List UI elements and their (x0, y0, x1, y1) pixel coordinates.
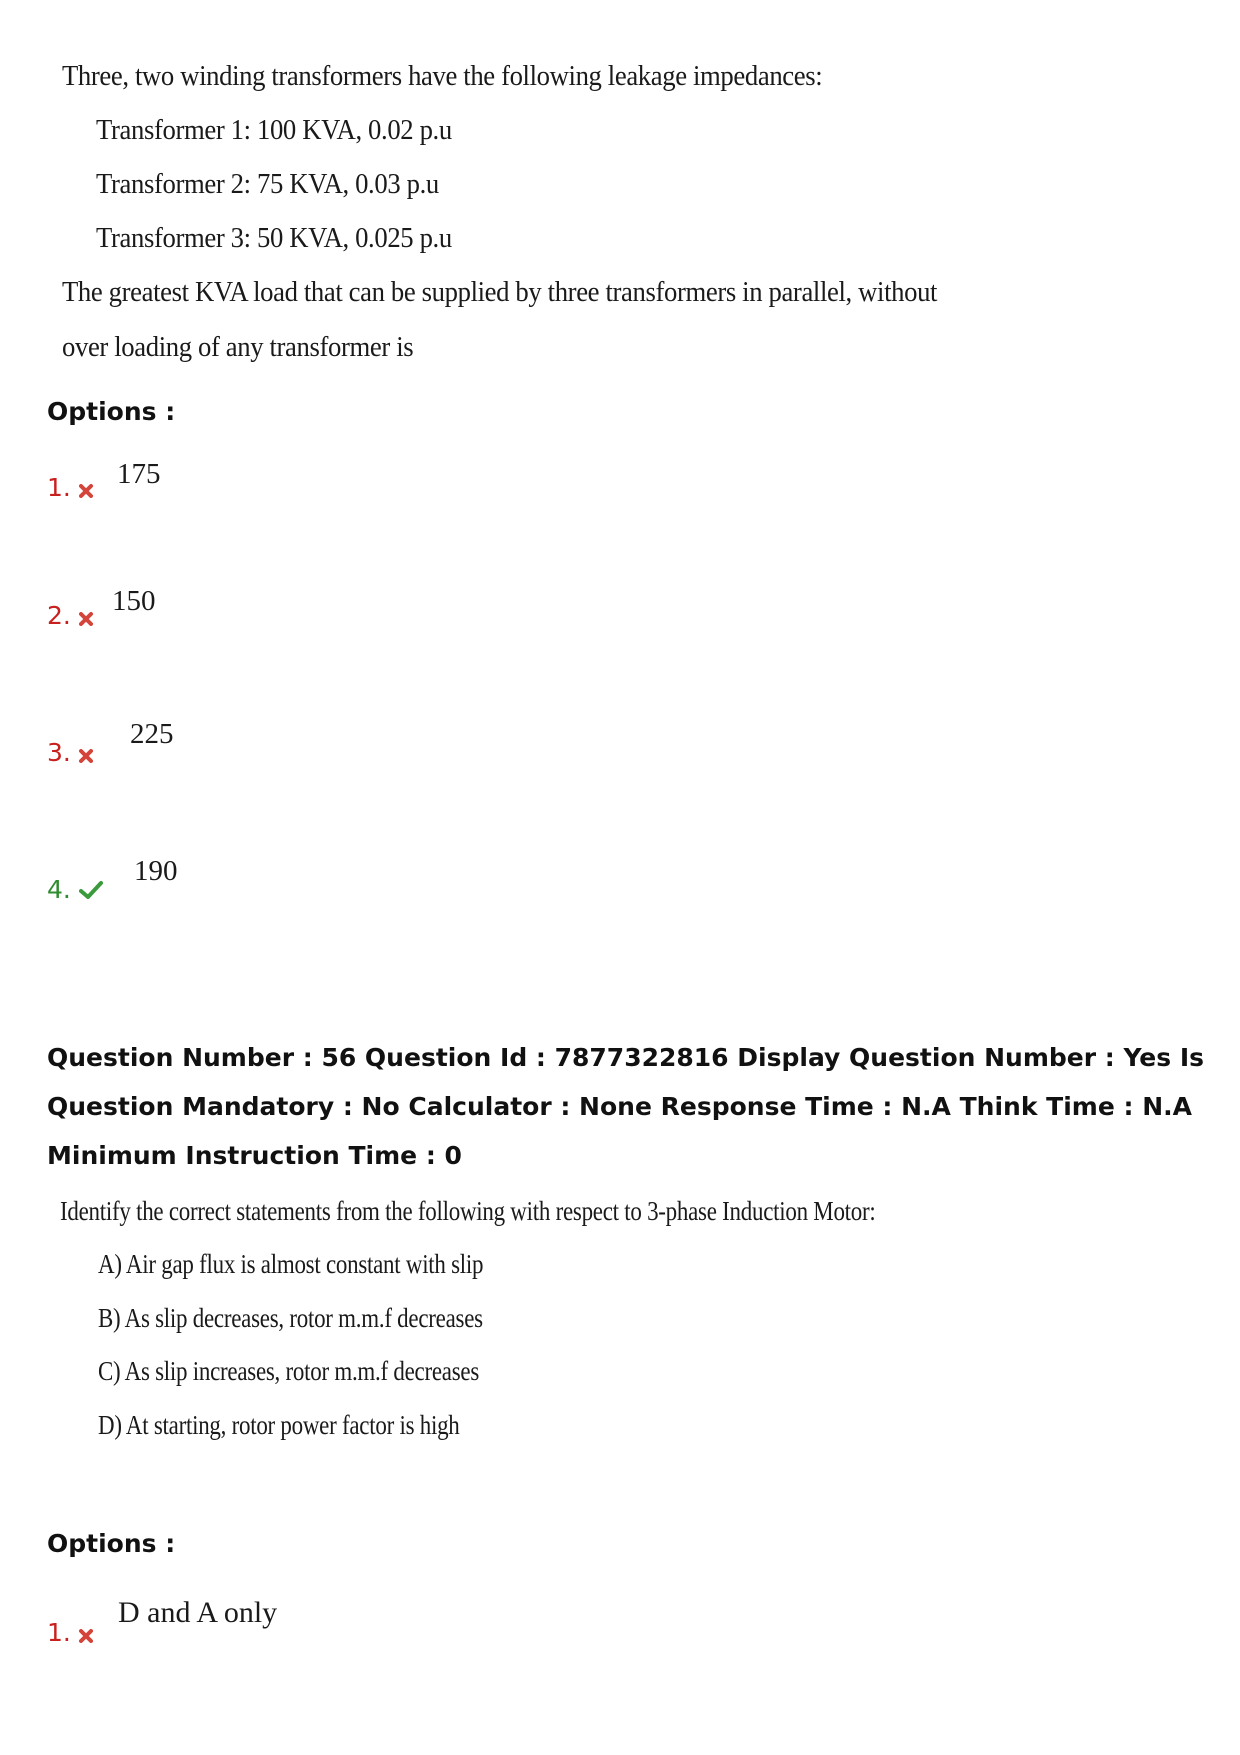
transformer-3: Transformer 3: 50 KVA, 0.025 p.u (96, 222, 452, 254)
q2-option-1-value[interactable]: D and A only (118, 1596, 278, 1629)
question-2-intro: Identify the correct statements from the following with respect to 3-phase Induction Motor: (60, 1196, 876, 1226)
statement-b: B) As slip decreases, rotor m.m.f decreases (98, 1303, 483, 1333)
statement-a: A) Air gap flux is almost constant with slip (98, 1249, 484, 1279)
option-4-number-row (47, 875, 103, 906)
option-number: 1. (47, 1618, 71, 1647)
question-2-meta: Question Number : 56 Question Id : 7877322816 Display Question Number : Yes Is Question Mandatory : No Calculator : None Response Time : N.A Think Time : N.A Minimum Instruction Time : 0 (47, 1043, 1205, 1170)
q2-option-1-number-row (47, 1618, 93, 1649)
question-1-prompt-line-2: over loading of any transformer is (62, 331, 414, 363)
question-2-options-heading: Options : (47, 1529, 176, 1558)
option-3-value[interactable]: 225 (130, 718, 174, 750)
option-1-number-row (47, 473, 93, 504)
cross-icon (79, 475, 93, 504)
option-number: 3. (47, 738, 71, 767)
option-2-value[interactable]: 150 (112, 585, 156, 617)
option-number: 4. (47, 875, 71, 904)
question-1-intro: Three, two winding transformers have the following leakage impedances: (62, 60, 823, 92)
option-2-number-row (47, 601, 93, 632)
cross-icon (79, 1620, 93, 1649)
option-number: 2. (47, 601, 71, 630)
question-1-options-heading: Options : (47, 397, 176, 426)
option-number: 1. (47, 473, 71, 502)
option-3-number-row (47, 738, 93, 769)
cross-icon (79, 740, 93, 769)
option-1-value[interactable]: 175 (117, 458, 161, 490)
check-icon (79, 877, 103, 906)
transformer-1: Transformer 1: 100 KVA, 0.02 p.u (96, 114, 452, 146)
cross-icon (79, 603, 93, 632)
transformer-2: Transformer 2: 75 KVA, 0.03 p.u (96, 168, 439, 200)
option-4-value[interactable]: 190 (134, 855, 178, 887)
statement-c: C) As slip increases, rotor m.m.f decreases (98, 1356, 479, 1386)
statement-d: D) At starting, rotor power factor is high (98, 1410, 460, 1440)
question-1-prompt-line-1: The greatest KVA load that can be supplied by three transformers in parallel, without (62, 276, 938, 308)
